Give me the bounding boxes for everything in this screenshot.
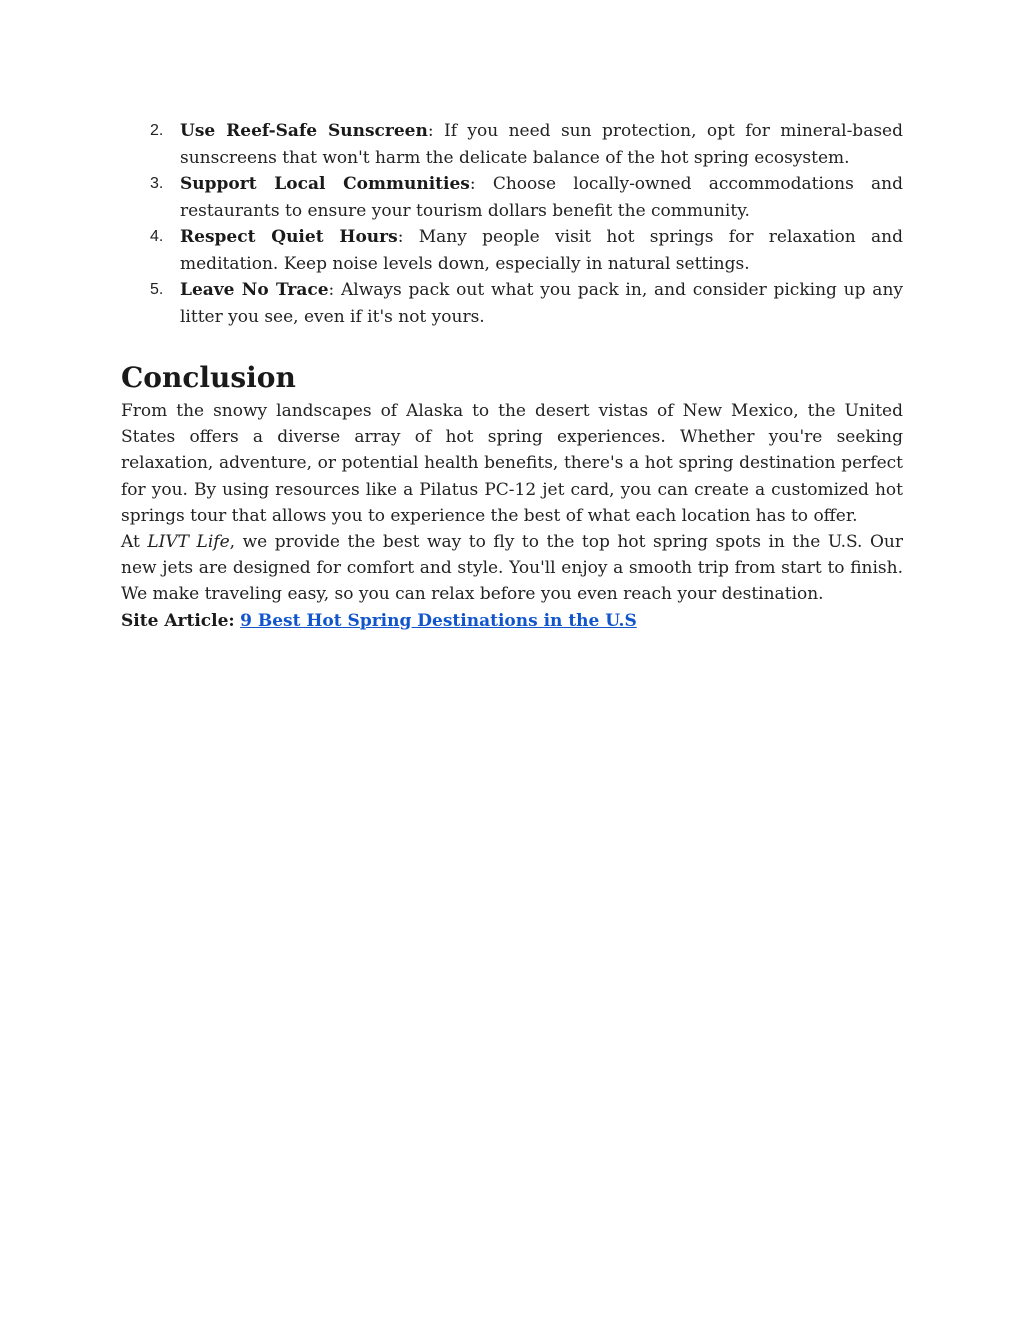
list-item	[121, 277, 903, 330]
list-number: 2.	[150, 122, 164, 139]
list-number: 3.	[150, 175, 164, 192]
list-text: : Always pack out what you pack in, and consider picking up any litter you see, even if it's not yours.	[180, 280, 903, 327]
brand-name: LIVT Life	[147, 532, 230, 553]
list-item	[121, 118, 903, 171]
site-article-line	[121, 608, 903, 634]
site-article-link[interactable]: 9 Best Hot Spring Destinations in the U.S	[240, 610, 637, 631]
list-number: 5.	[150, 281, 164, 298]
brand-paragraph	[121, 529, 903, 608]
brand-paragraph-prefix: At	[121, 532, 148, 553]
list-item	[121, 224, 903, 277]
list-term: Respect Quiet Hours	[180, 227, 398, 247]
list-item	[121, 171, 903, 224]
list-term: Leave No Trace	[180, 280, 329, 300]
conclusion-paragraph: From the snowy landscapes of Alaska to the desert vistas of New Mexico, the United States offers a diverse array of hot spring experiences. Whether you're seeking relaxation, adventure, or potential health benefits, there's a hot spring destination perfect for you. By using resources like a Pilatus PC-12 jet card, you can create a customized hot springs tour that allows you to experience the best of what each location has to offer.	[121, 401, 903, 526]
list-number: 4.	[150, 228, 164, 245]
conclusion-heading: Conclusion	[121, 361, 296, 394]
list-term: Support Local Communities	[180, 174, 470, 194]
brand-paragraph-text: , we provide the best way to fly to the top hot spring spots in the U.S. Our new jets are designed for comfort and style. You'll enjoy a smooth trip from start to finish. We make traveling easy, so you can relax before you even reach your destination.	[121, 532, 903, 605]
list-text: : Choose locally-owned accommodations and restaurants to ensure your tourism dollars benefit the community.	[180, 174, 903, 221]
list-text: : Many people visit hot springs for relaxation and meditation. Keep noise levels down, especially in natural settings.	[180, 227, 903, 274]
tips-list	[121, 118, 903, 330]
list-term: Use Reef-Safe Sunscreen	[180, 121, 428, 141]
document-page	[121, 118, 903, 634]
list-text: : If you need sun protection, opt for mineral-based sunscreens that won't harm the delicate balance of the hot spring ecosystem.	[180, 121, 903, 168]
site-article-label: Site Article:	[121, 610, 235, 631]
